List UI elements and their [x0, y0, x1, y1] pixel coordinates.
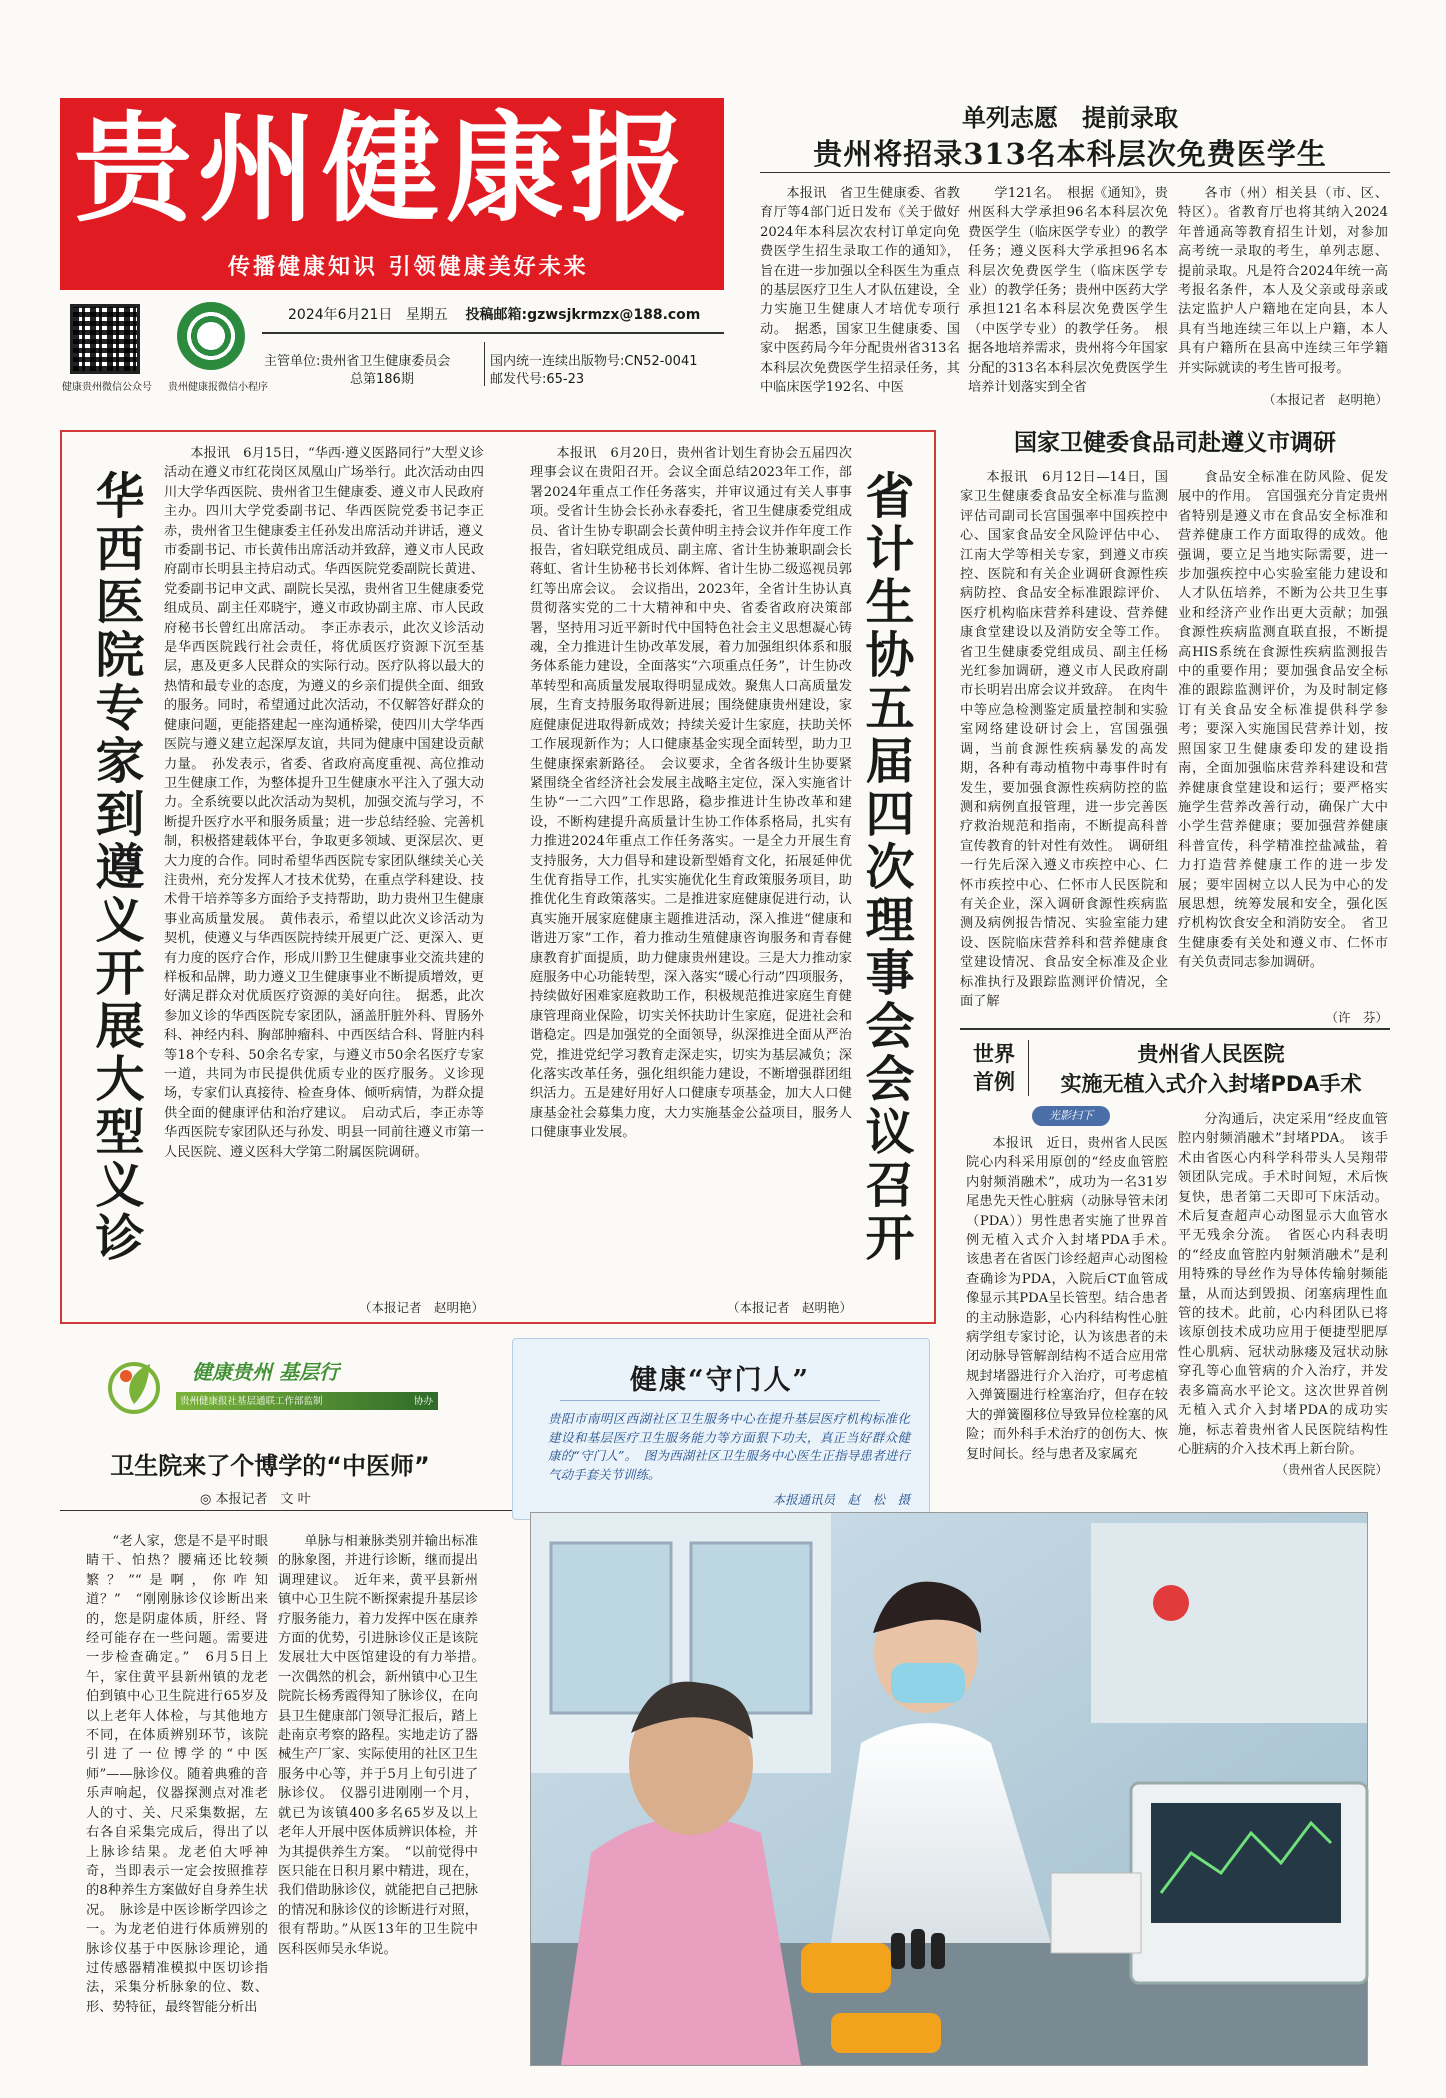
jisheng-text: 本报讯 6月20日，贵州省计划生育协会五届四次理事会议在贵阳召开。会议全面总结2023年工作，部署2024年重点工作任务落实，并审议通过有关人事事项。受省计生协会长孙永春委托，省卫生健康委党组成员、省计生协专职副会长黄仲明主持会议并作年度工作报告，省妇联党组成员、副主席、省计生协兼职副会长蒋虹、省计生协秘书长刘体辉、省计生协二级巡视员郭红等出席会议。 会议指出，2023年，全省计生协认真贯彻落实党的二十大精神和中央、省委省政府决策部署，坚持用习近平新时代中国特色社会主义思想凝心铸魂，全力推进计生协改革发展，着力加强组织体系和服务体系能力建设，全面落实“六项重点任务”，计生协改革转型和高质量发展取得明显成效。聚焦人口高质量发展，生育支持服务取得新进展；围绕健康贵州建设，家庭健康促进取得新成效；持续关爱计生家庭，扶助关怀工作展现新作为；人口健康基金实现全面转型，助力卫生健康探索新路径。 会议要求，全省各级计生协要紧紧围绕全省经济社会发展主战略主定位，深入实施省计生协“一二六四”工作思路，稳步推进计生协改革和建设，不断构建提升高质量计生协工作体系格局，扎实有力推进2024年重点工作任务落实。一是全力开展生育支持服务，大力倡导和建设新型婚育文化，拓展延伸优生优育指导工作，扎实实施优化生育政策服务项目，助推优化生育政策落实。二是推进家庭健康促进行动，认真实施开展家庭健康主题推进活动，深入推进“健康和谐进万家”工作，着力推动生殖健康咨询服务和青春健康教育扩面提质，助力健康贵州建设。三是大力推动家庭服务中心功能转型，深入落实“暖心行动”四项服务，持续做好困难家庭救助工作，积极规范推进家庭生育健康管理商业保险，切实关怀扶助计生家庭，促进社会和谐稳定。四是加强党的全面领导，纵深推进全面从严治党，推进党纪学习教育走深走实，切实为基层减负；深化落实改革任务，强化组织能力建设，不断增强群团组织活力。五是建好用好人口健康专项基金，加大人口健康基金社会募集力度，大力实施基金公益项目，服务人口健康事业发展。: [530, 446, 852, 1141]
leaf-logo-icon: [104, 1354, 168, 1418]
huaxi-text: 本报讯 6月15日，“华西·遵义医路同行”大型义诊活动在遵义市红花岗区凤凰山广场举行。此次活动由四川大学华西医院、贵州省卫生健康委、遵义市人民政府主办。四川大学党委副书记、华西医院党委书记李正赤，贵州省卫生健康委主任孙发出席活动并讲话，遵义市委副书记、市长黄伟出席活动并致辞，遵义市人民政府副市长明县主持启动式。华西医院党委副院长黄进、党委副书记申文武、副院长吴泓，贵州省卫生健康委党组成员、副主任邓晓宇，遵义市政协副主席、市人民政府秘书长曾红出席活动。 李正赤表示，此次义诊活动是华西医院践行社会责任，将优质医疗资源下沉至基层，惠及更多人民群众的实际行动。医疗队将以最大的热情和最专业的态度，为遵义的乡亲们提供全面、细致的服务。同时，希望通过此次活动，不仅解答好群众的健康问题，更能搭建起一座沟通桥梁，使四川大学华西医院与遵义建立起深厚友谊，共同为健康中国建设贡献力量。 孙发表示，省委、省政府高度重视、高位推动卫生健康工作，为整体提升卫生健康水平注入了强大动力。全系统要以此次活动为契机，加强交流与学习，不断提升医疗水平和服务质量；进一步总结经验、完善机制，积极搭建载体平台，争取更多领域、更深层次、更大力度的合作。同时希望华西医院专家团队继续关心关注贵州，充分发挥人才技术优势，在重点学科建设、技术骨干培养等多方面给予支持帮助，助力贵州卫生健康事业高质量发展。 黄伟表示，希望以此次义诊活动为契机，使遵义与华西医院持续开展更广泛、更深入、更有力度的医疗合作，形成川黔卫生健康事业交流共建的样板和品牌，助力遵义卫生健康事业不断提质增效，更好满足群众对优质医疗资源的美好向往。 据悉，此次参加义诊的华西医院专家团队，涵盖肝脏外科、胃肠外科、神经内科、胸部肿瘤科、中西医结合科、肾脏内科等18个专科、50余名专家，与遵义市50余名医疗专家一道，共同为市民提供优质专业的医疗服务。义诊现场，专家们认真接待、检查身体、倾听病情，为群众提供全面的健康评估和治疗建议。 启动式后，李正赤等华西医院专家团队还与孙发、明县一同前往遵义市第一人民医院、遵义医科大学第二附属医院调研。: [164, 446, 484, 1160]
lead-col-1-text: 本报讯 省卫生健康委、省教育厅等4部门近日发布《关于做好2024年本科层次农村订单定向免费医学生招生录取工作的通知》，旨在进一步加强以全科医生为重点的基层医疗卫生人才队伍建设，全力实施卫生健康人才培优专项行动。 据悉，国家卫生健康委、国家中医药局今年分配贵州省313名本科层次免费医学生招录任务，其中临床医学192名、中医: [760, 186, 960, 396]
food-title: 国家卫健委食品司赴遵义市调研: [1014, 430, 1336, 456]
postal-code: 邮发代号:65-23: [490, 372, 585, 387]
food-col-2-text: 食品安全标准在防风险、促发展中的作用。 宫国强充分肯定贵州省特别是遵义市在食品安全标准和营养健康工作方面取得的成效。他强调，要立足当地实际需要，进一步加强疾控中心实验室能力建设和人才队伍培养，不断为公共卫生事业和经济产业作出更大贡献；加强食源性疾病监测直联直报，不断提高HIS系统在食源性疾病监测报告中的重要作用；要加强食品安全标准的跟踪监测评价，为及时制定修订有关食品安全标准提供科学参考；要深入实施国民营养计划，按照国家卫生健康委印发的建设指南，全面加强临床营养科建设和营养健康食堂建设和运行；要严格实施学生营养改善行动，确保广大中小学生营养健康；要加强营养健康科普宣传，科学精准控盐减盐，着力打造营养健康工作的进一步发展；要牢固树立以人民为中心的发展思想，统筹发展和安全，强化医疗机构饮食安全和消防安全。 省卫生健康委有关处和遵义市、仁怀市有关负责同志参加调研。: [1178, 470, 1388, 971]
food-bottom-rule: [960, 1028, 1390, 1030]
huaxi-title: 华西医院专家到遵义开展大型义诊: [88, 470, 145, 1265]
pda-kicker-2: 首例: [973, 1070, 1015, 1094]
tcm-col-1: [86, 1532, 268, 2056]
tcm-title: 卫生院来了个博学的“中医师”: [110, 1452, 430, 1480]
photo-title-rule: [560, 1400, 880, 1401]
logo-slogan: 传播健康知识 引领健康美好未来: [228, 255, 589, 280]
pda-title-2: 实施无植入式介入封堵PDA手术: [1060, 1072, 1362, 1096]
pda-byline: （贵州省人民医院）: [1275, 1462, 1388, 1477]
qr-code-wechat: [70, 304, 140, 374]
banner-title: 健康贵州 基层行: [192, 1360, 339, 1384]
pda-col-2-text: 分沟通后，决定采用“经皮血管腔内射频消融术”封堵PDA。 该手术由省医心内科学科带头人吴翔带领团队完成。手术时间短，术后恢复快，患者第二天即可下床活动。术后复查超声心动图显示大血管水平无残余分流。 省医心内科表明的“经皮血管腔内射频消融术”是利用特殊的导丝作为导体传输射频能量，从而达到毁损、闭塞病理性血管的技术。此前，心内科团队已将该原创技术成功应用于便捷型肥厚性心肌病、冠状动脉瘘及冠状动脉穿孔等心血管病的介入治疗，并发表多篇高水平论文。这次世界首例无植入式介入封堵PDA的成功实施，标志着贵州省人民医院结构性心脏病的介入技术再上新台阶。: [1178, 1112, 1388, 1457]
jisheng-title: 省计生协五届四次理事会会议召开: [858, 470, 915, 1265]
column-banner: [96, 1348, 444, 1428]
masthead-divider: [262, 332, 724, 334]
tcm-col-2: [278, 1532, 492, 2056]
photo-title: 健康“守门人”: [629, 1365, 811, 1396]
photo-caption: [548, 1410, 910, 1484]
sponsor: 主管单位:贵州省卫生健康委员会: [264, 354, 451, 369]
pda-col-1: [966, 1134, 1182, 1474]
lead-col-2-text: 学121名。 根据《通知》，贵州医科大学承担96名本科层次免费医学生（临床医学专业）的教学任务；遵义医科大学承担96名本科层次免费医学生（临床医学专业）的教学任务；贵州中医药大学承担121名本科层次免费医学生（中医学专业）的教学任务。 根据各地培养需求，贵州将今年国家分配的313名本科层次免费医学生培养计划落实到全省: [968, 186, 1168, 396]
pda-badge: 光影扫下: [1032, 1106, 1110, 1126]
pda-title-1: 贵州省人民医院: [1137, 1042, 1285, 1066]
qr1-label: 健康贵州微信公众号: [62, 382, 152, 393]
banner-sub2: 协办: [414, 1396, 434, 1407]
qr-code-miniprogram: [177, 302, 245, 370]
lead-byline: （本报记者 赵明艳）: [1262, 392, 1388, 407]
pda-kicker: [966, 1040, 1029, 1096]
lead-col-3-text: 各市（州）相关县（市、区、特区）。省教育厅也将其纳入2024年普通高等教育招生计划，对参加高考统一录取的考生，单列志愿、提前录取。凡是符合2024年统一高考报名条件，本人及父亲或母亲或法定监护人户籍地在定向县，本人具有当地连续三年以上户籍，本人具有户籍所在县高中连续三年学籍并实际就读的考生皆可报考。: [1178, 186, 1388, 376]
issue-date: [288, 304, 700, 324]
jisheng-byline: （本报记者 赵明艳）: [726, 1300, 852, 1315]
news-photo: [530, 1512, 1368, 2066]
food-col-2: [1178, 468, 1388, 1008]
lead-col-2: [968, 184, 1168, 396]
photo-caption-text: 贵阳市南明区西湖社区卫生服务中心在提升基层医疗机构标准化建设和基层医疗卫生服务能力等方面狠下功夫，真正当好群众健康的“守门人”。 图为西湖社区卫生服务中心医生正指导患者进行气动手套关节训练。: [548, 1411, 910, 1482]
lead-title: 贵州将招录313名本科层次免费医学生: [813, 137, 1327, 171]
issue-number: 总第186期: [350, 372, 414, 387]
email: 投稿邮箱:gzwsjkrmzx@188.com: [465, 307, 701, 323]
lead-col-3: [1178, 184, 1388, 396]
banner-sub: 贵州健康报社基层通联工作部监制: [180, 1396, 323, 1407]
food-col-1: [960, 468, 1168, 1026]
pda-kicker-1: 世界: [973, 1042, 1015, 1066]
weekday: 星期五: [405, 307, 448, 323]
huaxi-body: [164, 444, 484, 1296]
masthead-vrule: [484, 342, 485, 386]
food-byline: （许 芬）: [1325, 1010, 1388, 1025]
cn-number: 国内统一连续出版物号:CN52-0041: [490, 354, 698, 369]
logo-text: 贵州健康报: [74, 99, 695, 238]
lead-title-rule: [760, 172, 1390, 173]
jisheng-body: [530, 444, 852, 1296]
tcm-byline-top: ◎ 本报记者 文 叶: [200, 1492, 311, 1507]
photo-credit: 本报通讯员 赵 松 摄: [772, 1492, 910, 1507]
pda-col-2: [1178, 1110, 1388, 1460]
tcm-rule: [60, 1510, 520, 1511]
food-col-1-text: 本报讯 6月12日—14日，国家卫生健康委食品安全标准与监测评估司副司长宫国强率中国疾控中心、国家食品安全风险评估中心、江南大学等相关专家，到遵义市疾控、医院和有关企业调研食源性疾病防控、食品安全标准跟踪评价、医疗机构临床营养科建设、营养健康食堂建设以及消防安全等工作。省卫生健康委党组成员、副主任杨光红参加调研，遵义市人民政府副市长明岩出席会议并致辞。 在肉牛中等应急检测鉴定质量控制和实验室网络建设研讨会上，宫国强强调，当前食源性疾病暴发的高发期，各种有毒动植物中毒事件时有发生，要加强食源性疾病防控的监测和病例直报管理，进一步完善医疗救治规范和指南，不断提高科普宣传教育的针对性有效性。 调研组一行先后深入遵义市疾控中心、仁怀市疾控中心、仁怀市人民医院和有关企业，深入调研食源性疾病监测及病例报告情况、实验室能力建设、医院临床营养科和营养健康食堂建设情况、食品安全标准及企业标准执行及跟踪监测评价情况，全面了解: [960, 470, 1168, 1009]
tcm-col-1-text: “老人家，您是不是平时眼睛干、怕热？腰痛还比较频繁？”“是啊，你咋知道？” “刚刚脉诊仪诊断出来的，您是阴虚体质，肝经、肾经可能存在一些问题。需要进一步检查确定。” 6月5日上午，家住黄平县新州镇的龙老伯到镇中心卫生院进行65岁及以上老年人体检，与其他地方不同，在体质辨别环节，该院引进了一位博学的“中医师”——脉诊仪。随着典雅的音乐声响起，仪器探测点对准老人的寸、关、尺采集数据，左右各自采集完成后，得出了以上脉诊结果。龙老伯大呼神奇，当即表示一定会按照推荐的8种养生方案做好自身养生状况。 脉诊是中医诊断学四诊之一。为龙老伯进行体质辨别的脉诊仪基于中医脉诊理论，通过传感器精准模拟中医切诊指法，采集分析脉象的位、数、形、势特征，最终智能分析出: [86, 1534, 268, 2015]
clinic-photo-illustration: [531, 1513, 1367, 2065]
lead-col-1: [760, 184, 960, 396]
pda-col-1-text: 本报讯 近日，贵州省人民医院心内科采用原创的“经皮血管腔内射频消融术”，成功为一名31岁尾患先天性心脏病（动脉导管未闭（PDA））男性患者实施了世界首例无植入式介入封堵PDA手术。 该患者在省医门诊经超声心动图检查确诊为PDA，入院后CT血管成像显示其PDA呈长管型。结合患者的主动脉造影，心内科结构性心脏病学组专家讨论，认为该患者的未闭动脉导管解剖结构不适合应用常规封堵器进行介入治疗，可考虑植入弹簧圈进行栓塞治疗，但存在较大的弹簧圈移位导致异位栓塞的风险；而外科手术治疗的创伤大、恢复时间长。经与患者及家属充: [966, 1136, 1182, 1462]
tcm-col-2-text: 单脉与相兼脉类别并输出标准的脉象图，并进行诊断，继而提出调理建议。 近年来，黄平县新州镇中心卫生院不断探索提升基层诊疗服务能力，着力发挥中医在康养方面的优势，引进脉诊仪正是该院发展壮大中医馆建设的有力举措。 一次偶然的机会，新州镇中心卫生院院长杨秀霞得知了脉诊仪，在向县卫生健康部门领导汇报后，踏上赴南京考察的路程。实地走访了器械生产厂家、实际使用的社区卫生服务中心等，并于5月上旬引进了脉诊仪。 仪器引进刚刚一个月，就已为该镇400多名65岁及以上老年人开展中医体质辨识体检，并为其提供养生方案。 “以前觉得中医只能在日积月累中精进，现在，我们借助脉诊仪，就能把自己把脉的情况和脉诊仪的诊断进行对照，很有帮助。”从医13年的卫生院中医科医师吴永华说。: [278, 1534, 492, 1957]
huaxi-byline: （本报记者 赵明艳）: [358, 1300, 484, 1315]
date: 2024年6月21日: [288, 307, 393, 323]
lead-kicker: 单列志愿 提前录取: [962, 104, 1178, 132]
masthead-logo: [60, 98, 724, 290]
qr2-label: 贵州健康报微信小程序: [168, 382, 268, 393]
